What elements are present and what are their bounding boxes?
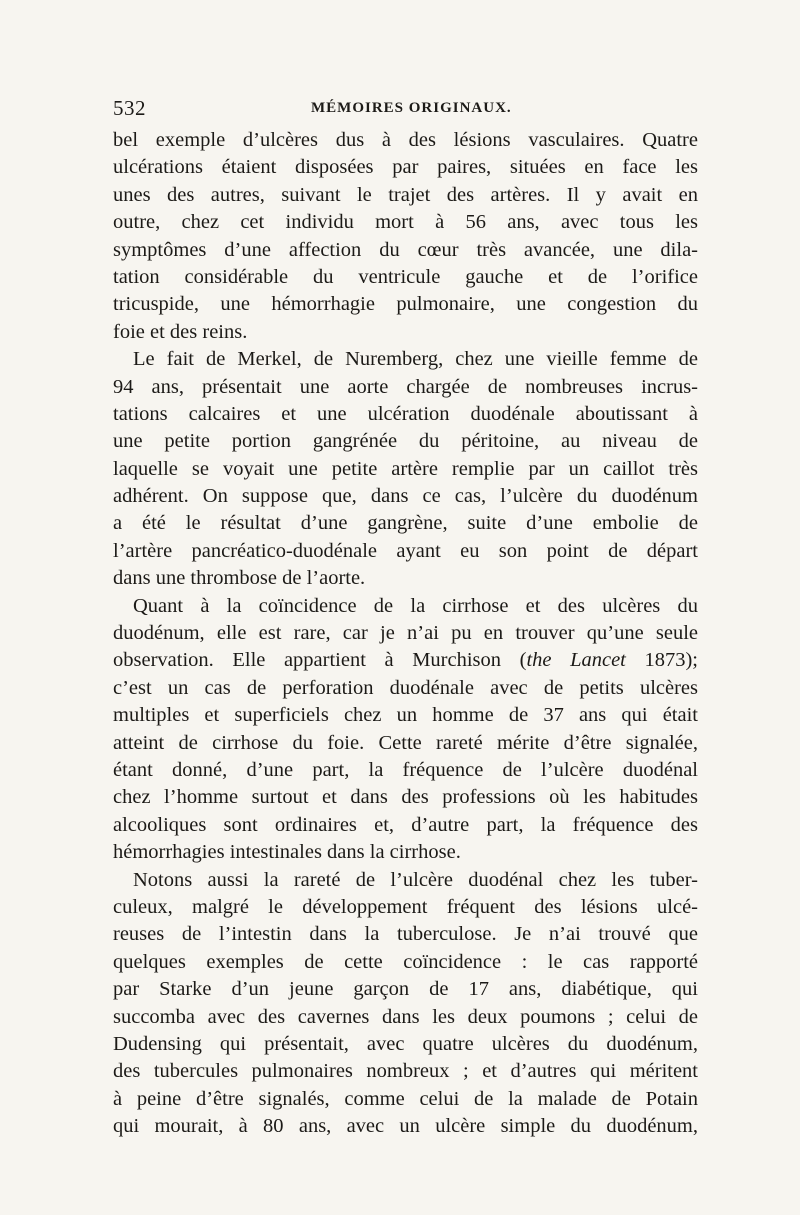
text-line: culeux, malgré le développement fréquent des lésions ulcé- xyxy=(113,895,698,918)
text-line: quelques exemples de cette coïncidence : le cas rapporté xyxy=(113,950,698,973)
text-line: chez l’homme surtout et dans des professions où les habitudes xyxy=(113,786,698,809)
text-line: atteint de cirrhose du foie. Cette rareté mérite d’être signalée, xyxy=(113,731,698,754)
text-line: c’est un cas de perforation duodénale avec de petits ulcères xyxy=(113,676,698,699)
journal-title: the Lancet xyxy=(526,649,626,672)
text-line: des tubercules pulmonaires nombreux ; et d’autres qui méritent xyxy=(113,1060,698,1083)
paragraph-start-line: Notons aussi la rareté de l’ulcère duodénal chez les tuber- xyxy=(133,868,698,891)
text-line: laquelle se voyait une petite artère remplie par un caillot très xyxy=(113,457,698,480)
page-header xyxy=(113,96,698,126)
text-line: duodénum, elle est rare, car je n’ai pu en trouver qu’une seule xyxy=(113,622,698,645)
text-line: reuses de l’intestin dans la tuberculose. Je n’ai trouvé que xyxy=(113,923,698,946)
citation-after: 1873); xyxy=(625,649,699,672)
text-line: à peine d’être signalés, comme celui de la malade de Potain xyxy=(113,1087,698,1110)
text-line: ulcérations étaient disposées par paires, situées en face les xyxy=(113,156,698,179)
paragraph-start-line: Quant à la coïncidence de la cirrhose et des ulcères du xyxy=(133,594,698,617)
text-line: outre, chez cet individu mort à 56 ans, avec tous les xyxy=(113,211,698,234)
text-line: succomba avec des cavernes dans les deux poumons ; celui de xyxy=(113,1005,698,1028)
text-line: adhérent. On suppose que, dans ce cas, l’ulcère du duodénum xyxy=(113,485,698,508)
text-line: unes des autres, suivant le trajet des artères. Il y avait en xyxy=(113,183,698,206)
text-line: une petite portion gangrénée du péritoine, au niveau de xyxy=(113,430,698,453)
text-line: alcooliques sont ordinaires et, d’autre part, la fréquence des xyxy=(113,813,698,836)
text-line: tations calcaires et une ulcération duodénale aboutissant à xyxy=(113,402,698,425)
body-text xyxy=(113,127,698,1140)
text-line: par Starke d’un jeune garçon de 17 ans, diabétique, qui xyxy=(113,978,698,1001)
page-number: 532 xyxy=(113,96,146,120)
text-line: étant donné, d’une part, la fréquence de l’ulcère duodénal xyxy=(113,758,698,781)
text-line: bel exemple d’ulcères dus à des lésions vasculaires. Quatre xyxy=(113,129,698,151)
text-line: Dudensing qui présentait, avec quatre ulcères du duodénum, xyxy=(113,1032,698,1055)
text-line: l’artère pancréatico-duodénale ayant eu son point de départ xyxy=(113,539,698,562)
text-line: tricuspide, une hémorrhagie pulmonaire, une congestion du xyxy=(113,293,698,316)
text-line: hémorrhagies intestinales dans la cirrhose. xyxy=(113,841,461,864)
text-line: symptômes d’une affection du cœur très avancée, une dila- xyxy=(113,238,698,261)
text-line: foie et des reins. xyxy=(113,320,248,343)
text-line: multiples et superficiels chez un homme de 37 ans qui était xyxy=(113,704,698,727)
citation-line xyxy=(113,647,698,674)
paragraph-start-line: Le fait de Merkel, de Nuremberg, chez une vieille femme de xyxy=(133,348,698,371)
text-line: a été le résultat d’une gangrène, suite d’une embolie de xyxy=(113,512,698,535)
running-title: MÉMOIRES ORIGINAUX. xyxy=(311,100,512,116)
text-line: 94 ans, présentait une aorte chargée de nombreuses incrus- xyxy=(113,375,698,398)
text-line: tation considérable du ventricule gauche et de l’orifice xyxy=(113,265,698,288)
citation-before: observation. Elle appartient à Murchison ( xyxy=(113,649,527,672)
text-line: dans une thrombose de l’aorte. xyxy=(113,567,366,590)
text-line: qui mourait, à 80 ans, avec un ulcère simple du duodénum, xyxy=(113,1115,698,1138)
